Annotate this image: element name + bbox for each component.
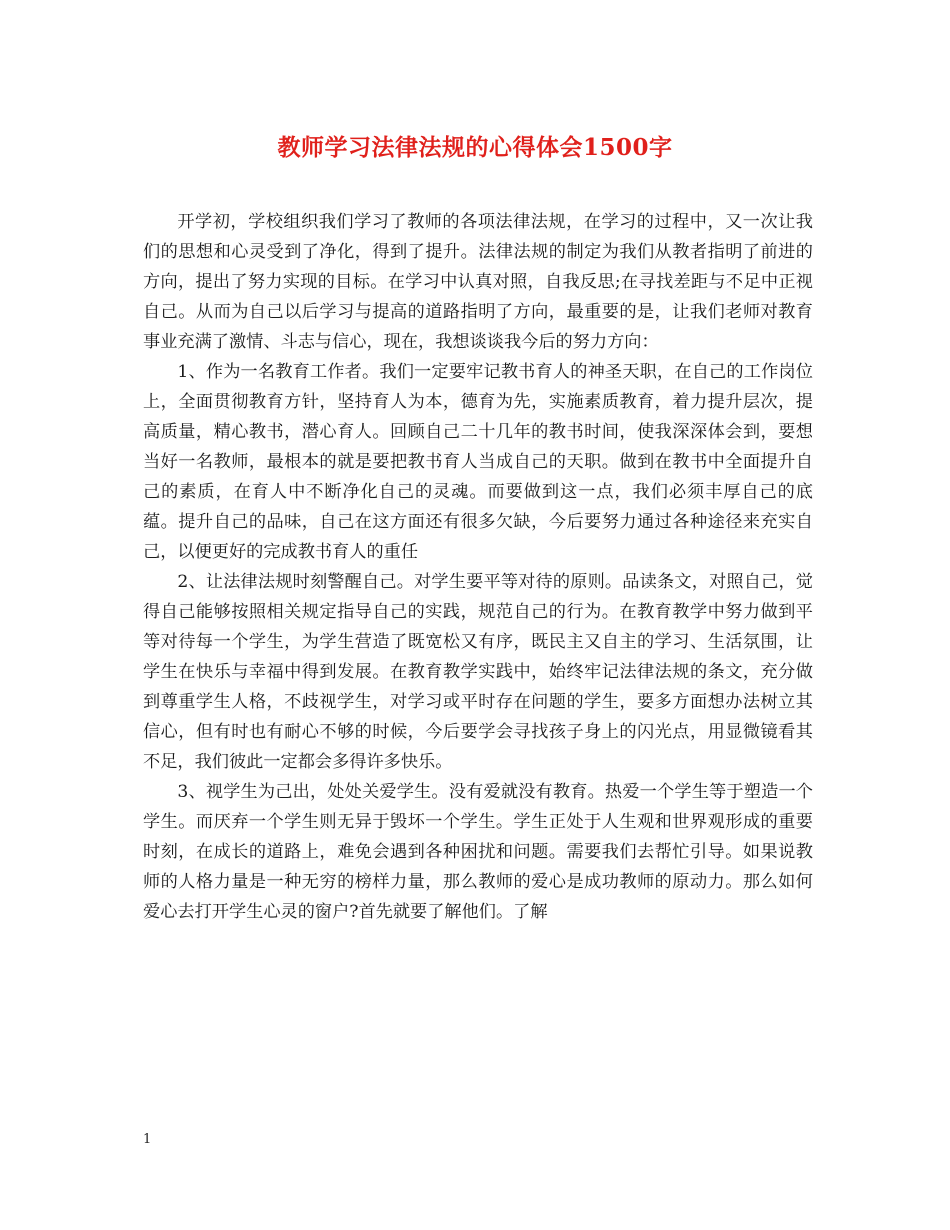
document-title: 教师学习法律法规的心得体会1500字 — [277, 134, 673, 161]
paragraph-point-3: 3、视学生为己出，处处关爱学生。没有爱就没有教育。热爱一个学生等于塑造一个学生。而厌弃一个学生则无异于毁坏一个学生。学生正处于人生观和世界观形成的重要时刻，在成长的道路上，难免会遇到各种困扰和问题。需要我们去帮忙引导。如果说教师的人格力量是一种无穷的榜样力量，那么教师的爱心是成功教师的原动力。那么如何爱心去打开学生心灵的窗户?首先就要了解他们。了解 — [143, 782, 813, 922]
paragraph-point-1: 1、作为一名教育工作者。我们一定要牢记教书育人的神圣天职，在自己的工作岗位上，全面贯彻教育方针，坚持育人为本，德育为先，实施素质教育，着力提升层次，提高质量，精心教书，潜心育人。回顾自己二十几年的教书时间，使我深深体会到，要想当好一名教师，最根本的就是要把教书育人当成自己的天职。做到在教书中全面提升自己的素质，在育人中不断净化自己的灵魂。而要做到这一点，我们必须丰厚自己的底蕴。提升自己的品味，自己在这方面还有很多欠缺，今后要努力通过各种途径来充实自己，以便更好的完成教书育人的重任 — [143, 362, 813, 562]
document-body — [143, 207, 813, 927]
page-number: 1 — [143, 1132, 152, 1147]
paragraph-intro: 开学初，学校组织我们学习了教师的各项法律法规，在学习的过程中，又一次让我们的思想和心灵受到了净化，得到了提升。法律法规的制定为我们从教者指明了前进的方向，提出了努力实现的目标。在学习中认真对照，自我反思;在寻找差距与不足中正视自己。从而为自己以后学习与提高的道路指明了方向，最重要的是，让我们老师对教育事业充满了激情、斗志与信心，现在，我想谈谈我今后的努力方向： — [143, 212, 813, 352]
paragraph-point-2: 2、让法律法规时刻警醒自己。对学生要平等对待的原则。品读条文，对照自己，觉得自己能够按照相关规定指导自己的实践，规范自己的行为。在教育教学中努力做到平等对待每一个学生，为学生营造了既宽松又有序，既民主又自主的学习、生活氛围，让学生在快乐与幸福中得到发展。在教育教学实践中，始终牢记法律法规的条文，充分做到尊重学生人格，不歧视学生，对学习或平时存在问题的学生，要多方面想办法树立其信心，但有时也有耐心不够的时候，今后要学会寻找孩子身上的闪光点，用显微镜看其不足，我们彼此一定都会多得许多快乐。 — [143, 572, 813, 772]
